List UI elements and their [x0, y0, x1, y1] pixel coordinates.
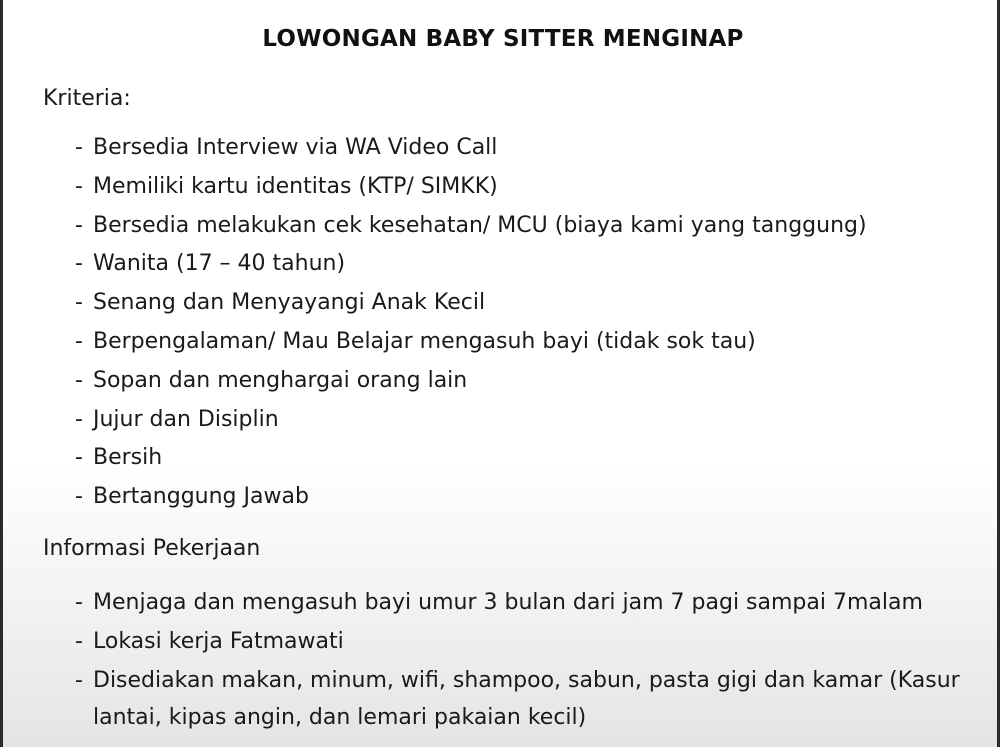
kriteria-list: [75, 129, 867, 517]
list-item: - Memiliki kartu identitas (KTP/ SIMKK): [75, 168, 867, 207]
list-item: - Menjaga dan mengasuh bayi umur 3 bulan dari jam 7 pagi sampai 7malam: [75, 584, 963, 623]
list-item: - Berpengalaman/ Mau Belajar mengasuh bayi (tidak sok tau): [75, 323, 867, 362]
list-item: - Bersih: [75, 439, 867, 478]
list-item: - Wanita (17 – 40 tahun): [75, 245, 867, 284]
list-item: - Jujur dan Disiplin: [75, 401, 867, 440]
list-item: - Disediakan makan, minum, wifi, shampoo, sabun, pasta gigi dan kamar (Kasur lantai, kipas angin, dan lemari pakaian kecil): [75, 662, 963, 736]
list-item: - Senang dan Menyayangi Anak Kecil: [75, 284, 867, 323]
list-item: - Bersedia melakukan cek kesehatan/ MCU (biaya kami yang tanggung): [75, 207, 867, 246]
list-item: - Bertanggung Jawab: [75, 478, 867, 517]
list-item: - Bersedia Interview via WA Video Call: [75, 129, 867, 168]
informasi-list: [75, 584, 963, 736]
page-title: LOWONGAN BABY SITTER MENGINAP: [262, 26, 744, 52]
list-item: - Lokasi kerja Fatmawati: [75, 623, 963, 662]
list-item: - Sopan dan menghargai orang lain: [75, 362, 867, 401]
kriteria-heading: Kriteria:: [43, 86, 131, 111]
informasi-heading: Informasi Pekerjaan: [43, 536, 261, 561]
